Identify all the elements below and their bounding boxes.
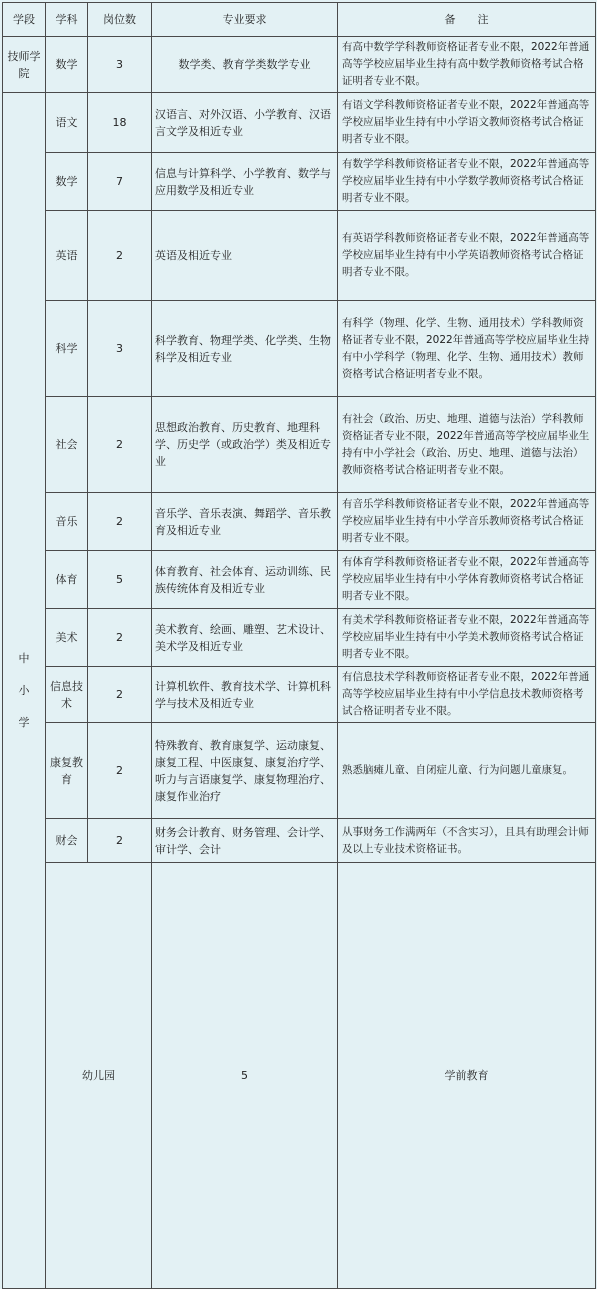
table-row [3,397,596,493]
positions-cell: 2 [88,667,152,723]
header-school-level: 学段 [3,3,46,37]
remarks-cell: 有美术学科教师资格证者专业不限，2022年普通高等学校应届毕业生持有中小学美术教师资格考试合格证明者专业不限。 [338,609,596,667]
recruitment-table [2,2,596,1289]
school-level-cell: 技师学院 [3,37,46,93]
subject-cell: 数学 [46,37,88,93]
header-major: 专业要求 [152,3,338,37]
header-subject: 学科 [46,3,88,37]
positions-cell: 2 [88,211,152,301]
major-cell: 财务会计教育、财务管理、会计学、审计学、会计 [152,819,338,863]
table-row [3,863,596,1289]
table-row [3,723,596,819]
major-cell: 思想政治教育、历史教育、地理科学、历史学（或政治学）类及相近专业 [152,397,338,493]
major-cell: 计算机软件、教育技术学、计算机科学与技术及相近专业 [152,667,338,723]
subject-cell: 数学 [46,153,88,211]
remarks-cell: 有高中数学学科教师资格证者专业不限，2022年普通高等学校应届毕业生持有高中数学教师资格考试合格证明者专业不限。 [338,37,596,93]
major-cell: 信息与计算科学、小学教育、数学与应用数学及相近专业 [152,153,338,211]
table-row [3,819,596,863]
subject-cell: 信息技术 [46,667,88,723]
subject-cell: 美术 [46,609,88,667]
header-remarks: 备 注 [338,3,596,37]
subject-cell: 英语 [46,211,88,301]
subject-cell: 财会 [46,819,88,863]
positions-cell: 3 [88,301,152,397]
remarks-cell: 熟悉脑瘫儿童、自闭症儿童、行为问题儿童康复。 [338,723,596,819]
table-row [3,93,596,153]
positions-cell: 2 [88,723,152,819]
subject-cell: 体育 [46,551,88,609]
major-cell: 汉语言、对外汉语、小学教育、汉语言文学及相近专业 [152,93,338,153]
subject-cell: 语文 [46,93,88,153]
school-level-char: 学 [18,715,30,729]
school-level-cell: 幼儿园 [46,863,152,1289]
table-row [3,153,596,211]
header-row [3,3,596,37]
remarks-cell: 有音乐学科教师资格证者专业不限，2022年普通高等学校应届毕业生持有中小学音乐教师资格考试合格证明者专业不限。 [338,493,596,551]
positions-cell: 3 [88,37,152,93]
school-level-char: 中 [18,651,30,665]
table-row [3,609,596,667]
remarks-cell: 有社会（政治、历史、地理、道德与法治）学科教师资格证者专业不限，2022年普通高等学校应届毕业生持有中小学社会（政治、历史、地理、道德与法治）教师资格考试合格证明者专业不限。 [338,397,596,493]
major-cell: 音乐学、音乐表演、舞蹈学、音乐教育及相近专业 [152,493,338,551]
subject-cell: 社会 [46,397,88,493]
positions-cell: 7 [88,153,152,211]
remarks-cell: 有信息技术学科教师资格证者专业不限，2022年普通高等学校应届毕业生持有中小学信息技术教师资格考试合格证明者专业不限。 [338,667,596,723]
positions-cell: 5 [88,551,152,609]
positions-cell: 2 [88,397,152,493]
subject-cell: 音乐 [46,493,88,551]
positions-cell: 2 [88,819,152,863]
school-level-char: 小 [18,683,30,697]
remarks-cell: 有语文学科教师资格证者专业不限，2022年普通高等学校应届毕业生持有中小学语文教师资格考试合格证明者专业不限。 [338,93,596,153]
major-cell: 体育教育、社会体育、运动训练、民族传统体育及相近专业 [152,551,338,609]
major-cell: 学前教育 [338,863,596,1289]
major-cell: 英语及相近专业 [152,211,338,301]
positions-cell: 2 [88,609,152,667]
header-positions: 岗位数 [88,3,152,37]
positions-cell: 18 [88,93,152,153]
major-cell: 美术教育、绘画、雕塑、艺术设计、美术学及相近专业 [152,609,338,667]
table-row [3,667,596,723]
remarks-cell: 有体育学科教师资格证者专业不限，2022年普通高等学校应届毕业生持有中小学体育教师资格考试合格证明者专业不限。 [338,551,596,609]
remarks-cell: 有英语学科教师资格证者专业不限，2022年普通高等学校应届毕业生持有中小学英语教师资格考试合格证明者专业不限。 [338,211,596,301]
school-level-cell [3,93,46,1289]
remarks-cell: 从事财务工作满两年（不含实习），且具有助理会计师及以上专业技术资格证书。 [338,819,596,863]
positions-cell: 5 [152,863,338,1289]
major-cell: 特殊教育、教育康复学、运动康复、康复工程、中医康复、康复治疗学、听力与言语康复学、康复物理治疗、康复作业治疗 [152,723,338,819]
subject-cell: 康复教育 [46,723,88,819]
major-cell: 科学教育、物理学类、化学类、生物科学及相近专业 [152,301,338,397]
positions-cell: 2 [88,493,152,551]
remarks-cell: 有科学（物理、化学、生物、通用技术）学科教师资格证者专业不限，2022年普通高等学校应届毕业生持有中小学科学（物理、化学、生物、通用技术）教师资格考试合格证明者专业不限。 [338,301,596,397]
table-row [3,37,596,93]
table-row [3,551,596,609]
remarks-cell: 有数学学科教师资格证者专业不限，2022年普通高等学校应届毕业生持有中小学数学教师资格考试合格证明者专业不限。 [338,153,596,211]
table-row [3,211,596,301]
subject-cell: 科学 [46,301,88,397]
table-row [3,301,596,397]
major-cell: 数学类、教育学类数学专业 [152,37,338,93]
table-row [3,493,596,551]
